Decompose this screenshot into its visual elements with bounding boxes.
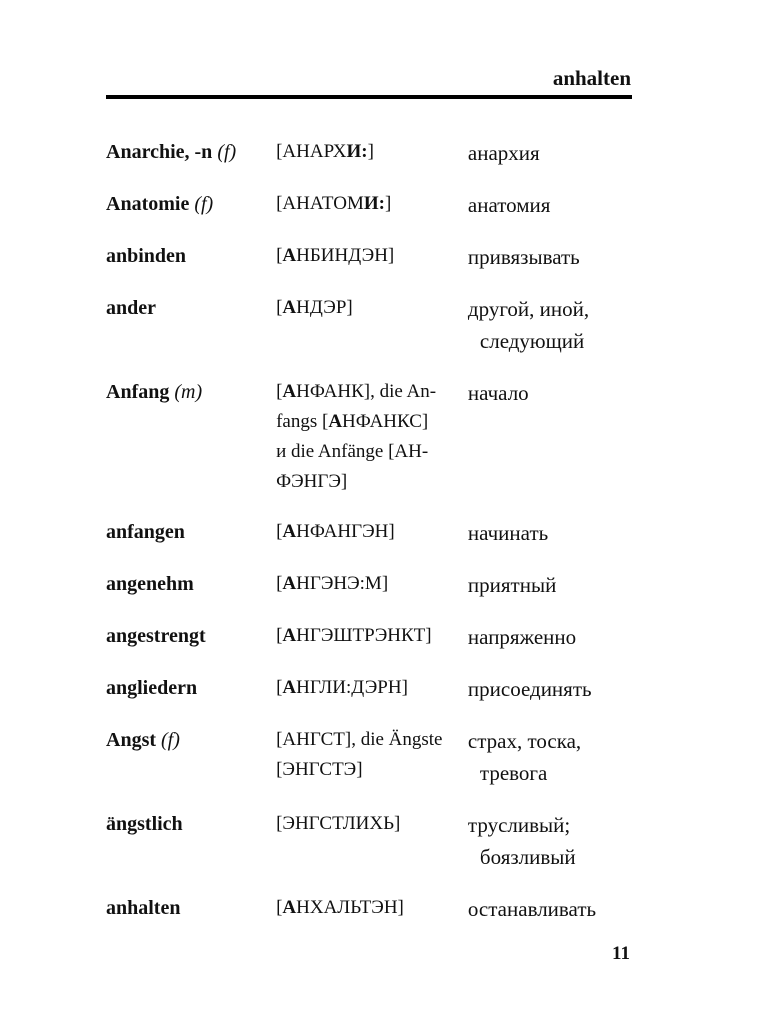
transcription-segment: НДЭР] [296, 297, 353, 318]
transcription-line [276, 437, 468, 467]
transcription-line [276, 673, 468, 703]
headword [106, 809, 276, 839]
translation-line: начало [467, 381, 529, 405]
headword [106, 893, 276, 923]
translation-line: начинать [467, 521, 549, 545]
transcription-segment: ] [367, 141, 374, 162]
transcription [276, 893, 468, 923]
translation [468, 517, 636, 549]
headword-text: Anarchie, -n [106, 141, 213, 163]
stressed-syllable: А [282, 245, 297, 266]
transcription-segment: fangs [ [276, 411, 329, 432]
page-number: 11 [612, 943, 630, 964]
stressed-syllable: А [282, 625, 297, 646]
transcription-segment: [ [276, 381, 283, 402]
headword-text: Anatomie [106, 193, 190, 215]
dictionary-entry [106, 241, 636, 273]
transcription-segment: НФАНК], die An- [296, 381, 437, 402]
transcription [276, 189, 468, 219]
transcription [276, 673, 468, 703]
transcription-line [276, 755, 468, 785]
translation-line: анархия [467, 141, 540, 165]
transcription-line [276, 467, 468, 497]
translation [468, 725, 636, 789]
transcription-segment: НФАНГЭН] [296, 521, 395, 542]
gender-marker: (f) [194, 193, 214, 215]
translation-line: анатомия [467, 193, 551, 217]
transcription-segment: [ [276, 897, 283, 918]
transcription-line [276, 137, 468, 167]
stressed-syllable: А [282, 521, 297, 542]
headword [106, 137, 276, 167]
translation [468, 137, 636, 169]
translation-line: трусливый; [467, 813, 571, 837]
translation-line: приятный [467, 573, 557, 597]
gender-marker: (m) [174, 381, 203, 403]
headword-text: Anfang [106, 381, 170, 403]
headword [106, 569, 276, 599]
transcription-segment: НХАЛЬТЭН] [296, 897, 404, 918]
stressed-syllable: А [282, 297, 297, 318]
dictionary-entries [106, 137, 636, 925]
stressed-syllable: И: [363, 193, 385, 214]
headword [106, 517, 276, 547]
translation-line: тревога [479, 761, 548, 785]
transcription-segment: НБИНДЭН] [296, 245, 395, 266]
headword-text: anhalten [106, 897, 181, 919]
transcription-segment: [АНАРХ [276, 141, 347, 162]
stressed-syllable: А [282, 897, 297, 918]
translation-line: присоединять [467, 677, 592, 701]
gender-marker: (f) [217, 141, 237, 163]
headword-text: angestrengt [106, 625, 206, 647]
dictionary-entry [106, 725, 636, 789]
transcription [276, 809, 468, 839]
transcription [276, 377, 468, 497]
transcription-segment: [ [276, 573, 283, 594]
dictionary-entry [106, 809, 636, 873]
dictionary-entry [106, 137, 636, 169]
transcription-segment: [АНАТОМ [276, 193, 364, 214]
translation [468, 621, 636, 653]
translation [468, 569, 636, 601]
transcription-line [276, 517, 468, 547]
transcription [276, 293, 468, 323]
transcription-line [276, 241, 468, 271]
transcription-segment: [ [276, 625, 283, 646]
headword [106, 673, 276, 703]
transcription-segment: ФЭНГЭ] [276, 471, 348, 492]
translation-line: другой, иной, [467, 297, 590, 321]
transcription-line [276, 809, 468, 839]
translation [468, 673, 636, 705]
dictionary-entry [106, 673, 636, 705]
translation-line: боязливый [479, 845, 576, 869]
transcription-segment: НГЭНЭ:М] [296, 573, 389, 594]
transcription-segment: [ЭНГСТЭ] [276, 759, 363, 780]
stressed-syllable: А [328, 411, 343, 432]
transcription-segment: [АНГСТ], die Ängste [276, 729, 443, 750]
transcription-line [276, 189, 468, 219]
translation [468, 241, 636, 273]
gender-marker: (f) [161, 729, 180, 751]
dictionary-entry [106, 621, 636, 653]
transcription [276, 725, 468, 785]
transcription-line [276, 293, 468, 323]
transcription-segment: НГЛИ:ДЭРН] [296, 677, 408, 698]
translation-line: страх, тоска, [467, 729, 582, 753]
translation-line: привязывать [467, 245, 580, 269]
stressed-syllable: И: [346, 141, 368, 162]
headword [106, 241, 276, 271]
transcription [276, 569, 468, 599]
translation [468, 377, 636, 409]
transcription-line [276, 569, 468, 599]
transcription-segment: НФАНКС] [342, 411, 429, 432]
headword-text: anbinden [106, 245, 187, 267]
running-head: anhalten [552, 66, 631, 90]
dictionary-entry [106, 569, 636, 601]
dictionary-entry [106, 293, 636, 357]
headword-text: angenehm [106, 573, 194, 595]
transcription [276, 241, 468, 271]
transcription-segment: [ [276, 677, 283, 698]
headword-text: ander [106, 297, 156, 319]
dictionary-entry [106, 377, 636, 497]
transcription-segment: НГЭШТРЭНКТ] [296, 625, 432, 646]
transcription-line [276, 407, 468, 437]
translation-line: следующий [479, 329, 585, 353]
headword-text: Angst [106, 729, 157, 751]
transcription-segment: ] [384, 193, 392, 214]
dictionary-entry [106, 893, 636, 925]
headword-text: angliedern [106, 677, 198, 699]
transcription-segment: [ [276, 297, 283, 318]
transcription [276, 621, 468, 651]
headword [106, 377, 276, 407]
translation [468, 809, 636, 873]
stressed-syllable: А [282, 381, 297, 402]
transcription-segment: [ [276, 521, 283, 542]
transcription-line [276, 621, 468, 651]
headword-text: ängstlich [106, 813, 183, 835]
dictionary-entry [106, 189, 636, 221]
headword [106, 293, 276, 323]
headword-text: anfangen [106, 521, 185, 543]
headword [106, 621, 276, 651]
translation [468, 189, 636, 221]
transcription-segment: и die Anfänge [АН- [276, 441, 429, 462]
dictionary-entry [106, 517, 636, 549]
stressed-syllable: А [282, 573, 297, 594]
header-rule [106, 95, 632, 99]
translation-line: останавливать [467, 897, 597, 921]
transcription-segment: [ [276, 245, 283, 266]
transcription [276, 517, 468, 547]
headword [106, 189, 276, 219]
stressed-syllable: А [282, 677, 297, 698]
transcription-segment: [ЭНГСТЛИХЬ] [276, 813, 401, 834]
translation [468, 893, 636, 925]
transcription [276, 137, 468, 167]
headword [106, 725, 276, 755]
transcription-line [276, 725, 468, 755]
transcription-line [276, 377, 468, 407]
transcription-line [276, 893, 468, 923]
translation [468, 293, 636, 357]
translation-line: напряженно [467, 625, 577, 649]
